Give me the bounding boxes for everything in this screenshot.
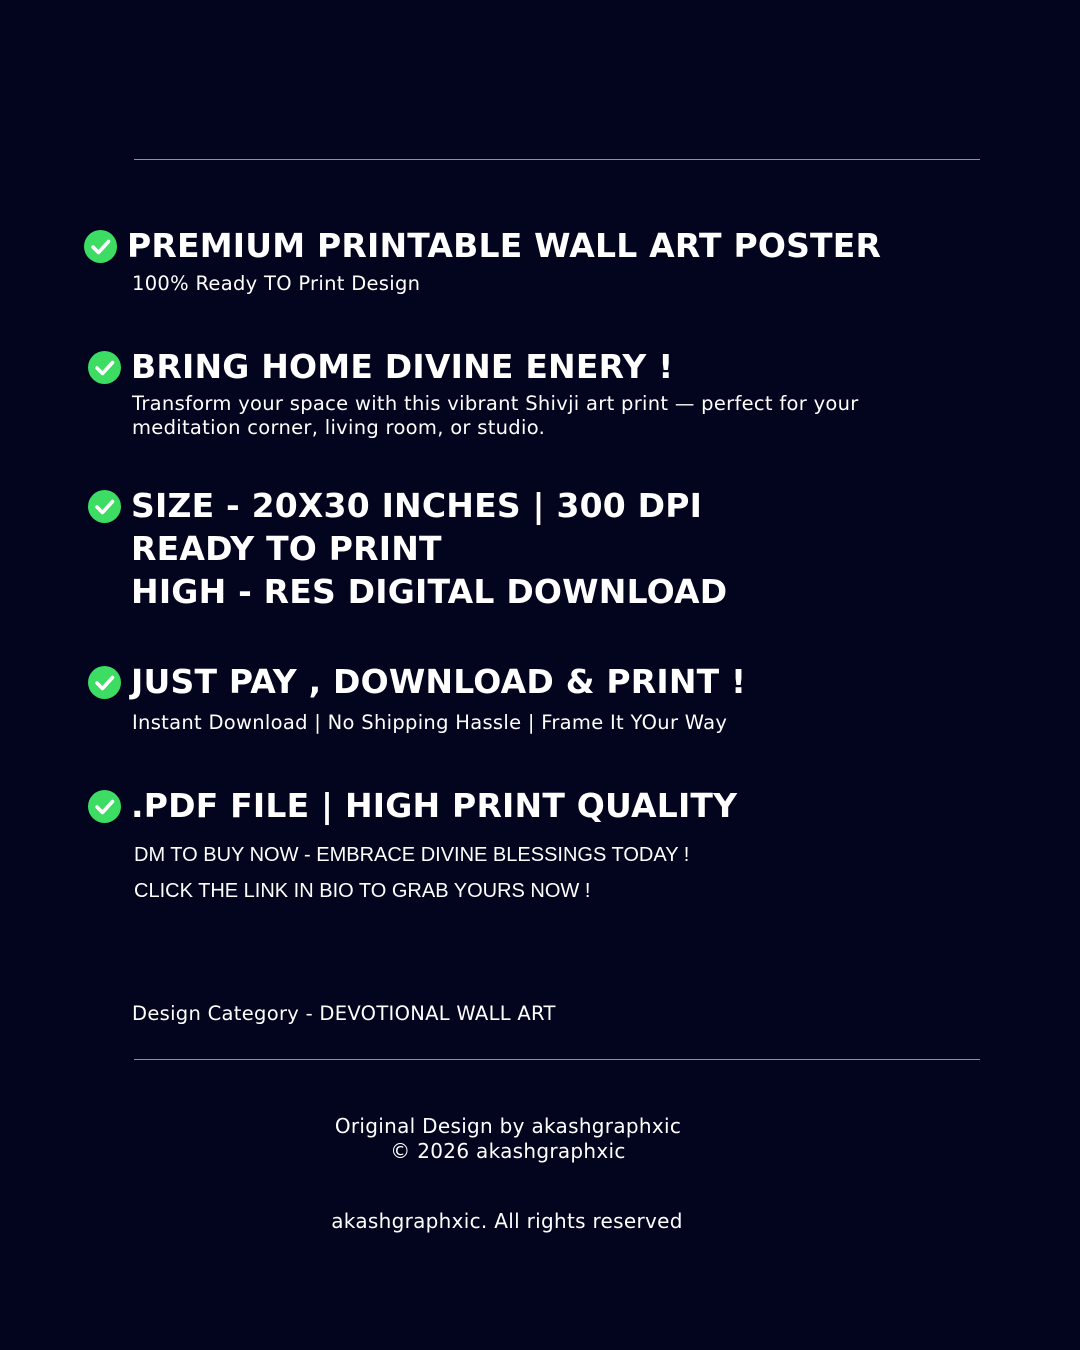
top-divider: [134, 159, 980, 160]
feature-subtext-transform-line2: meditation corner, living room, or studio.: [132, 416, 546, 439]
feature-subtext-ready: 100% Ready TO Print Design: [132, 272, 421, 295]
check-circle-icon: [88, 666, 121, 699]
check-circle-icon: [84, 230, 117, 263]
feature-heading-pdf: .PDF FILE | HIGH PRINT QUALITY: [131, 786, 738, 825]
check-circle-icon: [88, 790, 121, 823]
footer-copyright: © 2026 akashgraphxic: [390, 1139, 626, 1163]
cta-link-text: CLICK THE LINK IN BIO TO GRAB YOURS NOW !: [134, 880, 591, 902]
design-category: Design Category - DEVOTIONAL WALL ART: [132, 1002, 556, 1025]
feature-heading-premium: PREMIUM PRINTABLE WALL ART POSTER: [127, 226, 882, 265]
footer-credit: Original Design by akashgraphxic: [334, 1114, 682, 1138]
feature-subtext-instant: Instant Download | No Shipping Hassle | Frame It YOur Way: [132, 711, 728, 734]
footer-rights: akashgraphxic. All rights reserved: [331, 1209, 683, 1233]
feature-heading-divine: BRING HOME DIVINE ENERY !: [131, 347, 674, 386]
feature-heading-size: SIZE - 20X30 INCHES | 300 DPI: [131, 486, 703, 525]
feature-subtext-transform-line1: Transform your space with this vibrant Shivji art print — perfect for your: [132, 392, 859, 415]
cta-dm-text: DM TO BUY NOW - EMBRACE DIVINE BLESSINGS TODAY !: [134, 844, 690, 866]
feature-heading-pay: JUST PAY , DOWNLOAD & PRINT !: [131, 662, 747, 701]
check-circle-icon: [88, 351, 121, 384]
feature-heading-ready: READY TO PRINT: [131, 529, 442, 568]
feature-heading-hires: HIGH - RES DIGITAL DOWNLOAD: [131, 572, 728, 611]
bottom-divider: [134, 1059, 980, 1060]
check-circle-icon: [88, 490, 121, 523]
